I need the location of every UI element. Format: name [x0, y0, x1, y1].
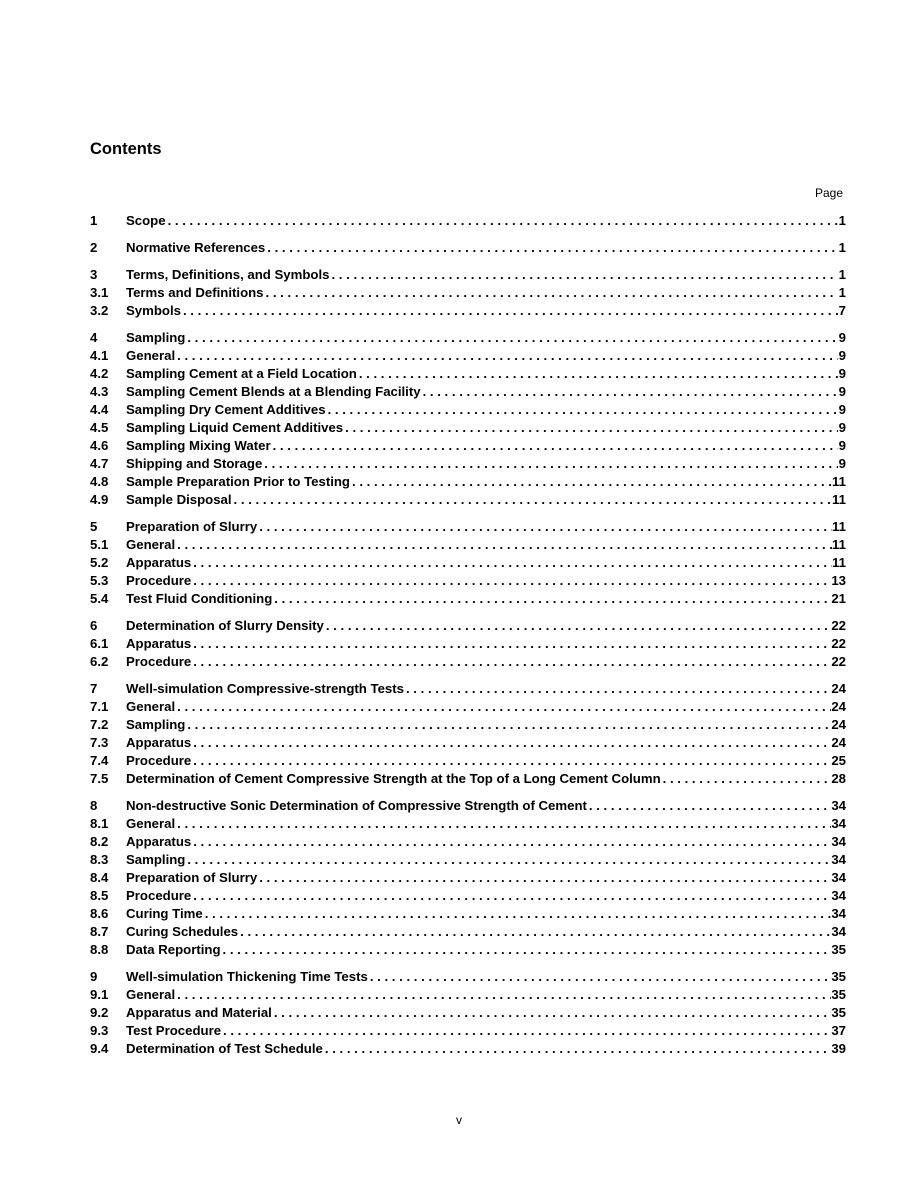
toc-entry-number: 8.2: [90, 834, 109, 849]
toc-entry-title: Test Procedure: [126, 1023, 222, 1038]
toc-entry-page: 35: [831, 987, 846, 1002]
toc-entry-number: 3.2: [90, 303, 109, 318]
toc-entry-page: 25: [831, 753, 846, 768]
toc-entry-title: Sampling Liquid Cement Additives: [126, 420, 344, 435]
toc-entry[interactable]: [90, 302, 846, 320]
toc-entry-title: Preparation of Slurry: [126, 870, 258, 885]
toc-entry[interactable]: [90, 239, 846, 257]
toc-entry-number: 6: [90, 618, 98, 633]
toc-entry-number: 4.1: [90, 348, 109, 363]
toc-entry-title: General: [126, 348, 176, 363]
toc-entry-title: Terms, Definitions, and Symbols: [126, 267, 330, 282]
toc-entry[interactable]: [90, 518, 846, 536]
toc-entry-page: 24: [831, 699, 846, 714]
toc-entry-page: 9: [838, 330, 846, 345]
toc-dot-leader: [191, 554, 832, 572]
toc-entry-number: 4.4: [90, 402, 109, 417]
toc-dot-leader: [185, 851, 831, 869]
toc-entry-number: 8.4: [90, 870, 109, 885]
toc-entry-number: 4.5: [90, 420, 109, 435]
toc-entry-page: 11: [832, 537, 846, 552]
toc-entry-title: Preparation of Slurry: [126, 519, 258, 534]
toc-dot-leader: [357, 365, 838, 383]
toc-entry-number: 5.4: [90, 591, 109, 606]
toc-entry[interactable]: [90, 752, 846, 770]
toc-dot-leader: [185, 329, 838, 347]
toc-entry[interactable]: [90, 266, 846, 284]
toc-entry-number: 4.3: [90, 384, 109, 399]
toc-entry-page: 9: [838, 402, 846, 417]
toc-section-group: [90, 617, 846, 671]
toc-entry-title: Sample Preparation Prior to Testing: [126, 474, 350, 489]
toc-entry-number: 4.6: [90, 438, 109, 453]
toc-entry-title: Apparatus: [126, 555, 192, 570]
toc-entry-page: 34: [831, 834, 846, 849]
toc-dot-leader: [272, 1004, 831, 1022]
toc-entry-number: 4.9: [90, 492, 109, 507]
toc-dot-leader: [191, 752, 831, 770]
toc-entry-number: 7.4: [90, 753, 109, 768]
toc-dot-leader: [271, 437, 838, 455]
toc-entry-title: Curing Time: [126, 906, 203, 921]
toc-entry[interactable]: [90, 680, 846, 698]
toc-entry-page: 1: [838, 240, 846, 255]
toc-entry-number: 6.2: [90, 654, 109, 669]
toc-entry-number: 8.8: [90, 942, 109, 957]
toc-entry-title: Curing Schedules: [126, 924, 239, 939]
toc-entry-title: Sampling Dry Cement Additives: [126, 402, 326, 417]
toc-dot-leader: [232, 491, 833, 509]
toc-entry-page: 9: [838, 438, 846, 453]
toc-entry[interactable]: [90, 383, 846, 401]
toc-section-group: [90, 518, 846, 608]
toc-entry-page: 28: [831, 771, 846, 786]
page-column-header: Page: [814, 186, 843, 200]
toc-entry[interactable]: [90, 491, 846, 509]
toc-entry[interactable]: [90, 1040, 846, 1058]
toc-section-group: [90, 266, 846, 320]
toc-dot-leader: [587, 797, 831, 815]
toc-entry-number: 3.1: [90, 285, 109, 300]
toc-dot-leader: [329, 266, 838, 284]
toc-entry-page: 21: [831, 591, 846, 606]
toc-entry[interactable]: [90, 968, 846, 986]
toc-dot-leader: [323, 1040, 831, 1058]
toc-entry-page: 9: [838, 348, 846, 363]
toc-entry[interactable]: [90, 770, 846, 788]
toc-entry-number: 1: [90, 213, 98, 228]
toc-entry[interactable]: [90, 797, 846, 815]
toc-entry-number: 9: [90, 969, 98, 984]
toc-dot-leader: [191, 734, 831, 752]
toc-entry-title: Procedure: [126, 888, 192, 903]
toc-entry[interactable]: [90, 284, 846, 302]
toc-entry-number: 9.2: [90, 1005, 109, 1020]
toc-dot-leader: [221, 1022, 831, 1040]
toc-entry-title: General: [126, 537, 176, 552]
toc-entry-title: Scope: [126, 213, 166, 228]
toc-entry-number: 4.2: [90, 366, 109, 381]
toc-entry-number: 8.1: [90, 816, 109, 831]
toc-entry-page: 35: [831, 969, 846, 984]
toc-entry-number: 9.3: [90, 1023, 109, 1038]
toc-entry-number: 5.1: [90, 537, 109, 552]
toc-entry-title: Determination of Test Schedule: [126, 1041, 323, 1056]
toc-entry-number: 4: [90, 330, 98, 345]
toc-dot-leader: [175, 347, 838, 365]
toc-entry-page: 24: [831, 717, 846, 732]
toc-entry-number: 7: [90, 681, 98, 696]
toc-entry-title: Procedure: [126, 654, 192, 669]
toc-entry[interactable]: [90, 329, 846, 347]
toc-entry-number: 7.3: [90, 735, 109, 750]
toc-entry-number: 7.2: [90, 717, 109, 732]
toc-entry-title: Well-simulation Thickening Time Tests: [126, 969, 368, 984]
toc-entry[interactable]: [90, 869, 846, 887]
toc-entry-title: Sampling: [126, 330, 186, 345]
toc-dot-leader: [175, 815, 831, 833]
toc-dot-leader: [191, 653, 831, 671]
toc-dot-leader: [265, 239, 838, 257]
toc-entry[interactable]: [90, 635, 846, 653]
toc-dot-leader: [326, 401, 838, 419]
toc-entry[interactable]: [90, 419, 846, 437]
toc-entry-title: Sample Disposal: [126, 492, 232, 507]
toc-entry-title: Sampling: [126, 717, 186, 732]
toc-entry-page: 1: [838, 267, 846, 282]
toc-dot-leader: [404, 680, 831, 698]
toc-entry[interactable]: [90, 347, 846, 365]
toc-entry-number: 5: [90, 519, 98, 534]
page-number-footer: v: [456, 1113, 462, 1127]
toc-entry-page: 34: [831, 798, 846, 813]
toc-dot-leader: [175, 986, 831, 1004]
toc-entry[interactable]: [90, 941, 846, 959]
toc-entry-page: 1: [838, 213, 846, 228]
toc-entry[interactable]: [90, 923, 846, 941]
toc-entry-page: 13: [831, 573, 846, 588]
toc-entry-page: 22: [831, 636, 846, 651]
toc-entry-page: 11: [832, 474, 846, 489]
toc-entry-title: Apparatus: [126, 735, 192, 750]
toc-dot-leader: [191, 833, 831, 851]
toc-entry[interactable]: [90, 1004, 846, 1022]
toc-entry-title: Sampling Cement Blends at a Blending Facility: [126, 384, 421, 399]
toc-dot-leader: [191, 635, 831, 653]
toc-dot-leader: [421, 383, 838, 401]
toc-entry-number: 9.4: [90, 1041, 109, 1056]
toc-entry[interactable]: [90, 986, 846, 1004]
toc-entry[interactable]: [90, 905, 846, 923]
toc-entry-page: 34: [831, 924, 846, 939]
toc-entry-number: 8.7: [90, 924, 109, 939]
toc-entry-page: 34: [831, 816, 846, 831]
toc-entry-page: 37: [831, 1023, 846, 1038]
page-title: Contents: [90, 140, 162, 158]
toc-entry-title: Apparatus and Material: [126, 1005, 272, 1020]
toc-entry-title: Determination of Cement Compressive Strength at the Top of a Long Cement Column: [126, 771, 661, 786]
toc-entry-page: 35: [831, 1005, 846, 1020]
toc-entry[interactable]: [90, 473, 846, 491]
toc-entry-title: Data Reporting: [126, 942, 221, 957]
toc-entry-title: Symbols: [126, 303, 181, 318]
toc-dot-leader: [166, 212, 838, 230]
toc-entry-number: 4.7: [90, 456, 109, 471]
toc-entry[interactable]: [90, 554, 846, 572]
toc-entry[interactable]: [90, 617, 846, 635]
toc-entry[interactable]: [90, 437, 846, 455]
toc-entry[interactable]: [90, 212, 846, 230]
toc-entry-title: General: [126, 987, 176, 1002]
toc-dot-leader: [238, 923, 831, 941]
toc-entry-title: Apparatus: [126, 636, 192, 651]
toc-entry-title: General: [126, 699, 176, 714]
toc-dot-leader: [191, 887, 831, 905]
toc-entry[interactable]: [90, 590, 846, 608]
toc-entry-number: 4.8: [90, 474, 109, 489]
toc-entry-page: 35: [831, 942, 846, 957]
toc-entry-page: 34: [831, 870, 846, 885]
toc-entry-title: Normative References: [126, 240, 266, 255]
toc-entry-page: 1: [838, 285, 846, 300]
toc-entry[interactable]: [90, 401, 846, 419]
toc-dot-leader: [185, 716, 831, 734]
toc-section-group: [90, 212, 846, 230]
toc-entry-number: 7.1: [90, 699, 109, 714]
toc-entry-page: 22: [831, 618, 846, 633]
toc-section-group: [90, 968, 846, 1058]
toc-entry-title: Sampling Mixing Water: [126, 438, 271, 453]
toc-dot-leader: [262, 455, 838, 473]
toc-entry[interactable]: [90, 887, 846, 905]
toc-dot-leader: [264, 284, 838, 302]
toc-entry-number: 8.3: [90, 852, 109, 867]
toc-entry-page: 9: [838, 384, 846, 399]
toc-entry-title: Test Fluid Conditioning: [126, 591, 273, 606]
toc-dot-leader: [191, 572, 831, 590]
toc-entry-page: 9: [838, 420, 846, 435]
toc-section-group: [90, 797, 846, 959]
toc-entry[interactable]: [90, 653, 846, 671]
toc-entry-number: 5.3: [90, 573, 109, 588]
toc-entry-page: 39: [831, 1041, 846, 1056]
toc-entry-page: 7: [838, 303, 846, 318]
toc-entry-title: Sampling: [126, 852, 186, 867]
toc-entry-page: 34: [831, 852, 846, 867]
toc-entry[interactable]: [90, 536, 846, 554]
toc-dot-leader: [368, 968, 832, 986]
toc-entry-number: 8.5: [90, 888, 109, 903]
toc-entry-page: 34: [831, 906, 846, 921]
toc-entry-title: Terms and Definitions: [126, 285, 264, 300]
toc-entry-number: 5.2: [90, 555, 109, 570]
toc-entry-page: 11: [832, 555, 846, 570]
toc-dot-leader: [203, 905, 832, 923]
toc-dot-leader: [175, 698, 831, 716]
toc-entry-page: 9: [838, 456, 846, 471]
table-of-contents: [90, 212, 846, 1067]
toc-entry-title: Apparatus: [126, 834, 192, 849]
toc-entry[interactable]: [90, 455, 846, 473]
toc-dot-leader: [181, 302, 838, 320]
toc-entry-page: 11: [832, 492, 846, 507]
toc-entry-number: 7.5: [90, 771, 109, 786]
toc-dot-leader: [661, 770, 832, 788]
toc-entry[interactable]: [90, 716, 846, 734]
toc-dot-leader: [257, 869, 831, 887]
toc-entry-page: 22: [831, 654, 846, 669]
toc-entry-number: 8: [90, 798, 98, 813]
toc-entry-title: Non-destructive Sonic Determination of Compressive Strength of Cement: [126, 798, 587, 813]
toc-dot-leader: [343, 419, 838, 437]
toc-entry-page: 11: [832, 519, 846, 534]
toc-entry-title: Determination of Slurry Density: [126, 618, 324, 633]
toc-dot-leader: [221, 941, 832, 959]
toc-entry-page: 34: [831, 888, 846, 903]
toc-entry[interactable]: [90, 572, 846, 590]
toc-entry[interactable]: [90, 815, 846, 833]
toc-entry-number: 8.6: [90, 906, 109, 921]
toc-entry-title: Procedure: [126, 753, 192, 768]
toc-entry-number: 2: [90, 240, 98, 255]
toc-entry-title: General: [126, 816, 176, 831]
toc-entry-number: 6.1: [90, 636, 109, 651]
toc-entry-page: 24: [831, 681, 846, 696]
toc-dot-leader: [257, 518, 832, 536]
toc-entry[interactable]: [90, 833, 846, 851]
toc-entry-page: 24: [831, 735, 846, 750]
toc-dot-leader: [272, 590, 831, 608]
toc-entry-number: 3: [90, 267, 98, 282]
toc-entry-title: Sampling Cement at a Field Location: [126, 366, 357, 381]
toc-dot-leader: [175, 536, 832, 554]
toc-entry-title: Shipping and Storage: [126, 456, 263, 471]
toc-section-group: [90, 680, 846, 788]
toc-section-group: [90, 239, 846, 257]
toc-dot-leader: [350, 473, 832, 491]
toc-entry-number: 9.1: [90, 987, 109, 1002]
toc-entry[interactable]: [90, 365, 846, 383]
toc-dot-leader: [324, 617, 831, 635]
toc-entry[interactable]: [90, 734, 846, 752]
toc-entry[interactable]: [90, 1022, 846, 1040]
toc-entry-title: Well-simulation Compressive-strength Tests: [126, 681, 404, 696]
toc-entry[interactable]: [90, 698, 846, 716]
toc-entry-title: Procedure: [126, 573, 192, 588]
toc-entry[interactable]: [90, 851, 846, 869]
toc-entry-page: 9: [838, 366, 846, 381]
toc-section-group: [90, 329, 846, 509]
